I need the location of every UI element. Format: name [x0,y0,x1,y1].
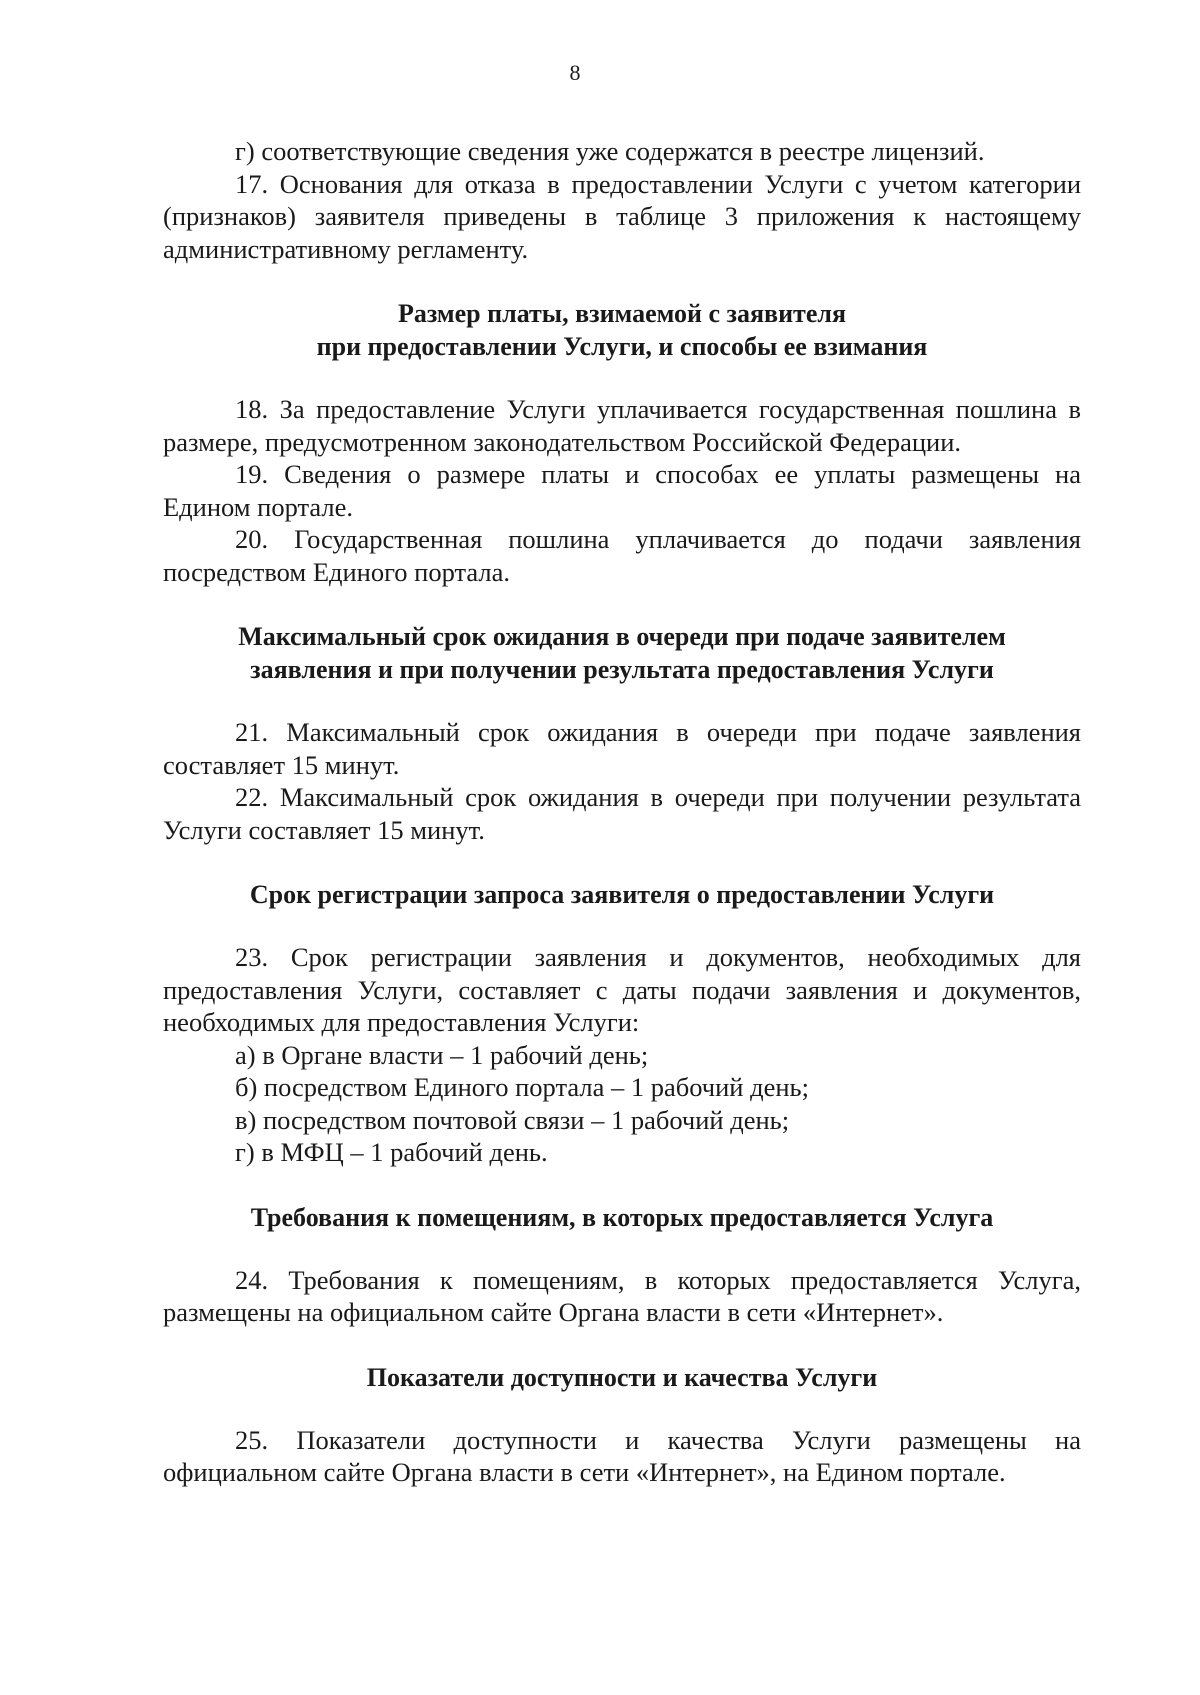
page-number: 8 [569,60,581,85]
paragraph-21: 21. Максимальный срок ожидания в очереди при подаче заявления составляет 15 минут. [163,717,1081,780]
paragraph-23-item-a: а) в Органе власти – 1 рабочий день; [235,1039,649,1070]
section-heading-queue-line2: заявления и при получении результата предоставления Услуги [250,655,994,684]
paragraph-19: 19. Сведения о размере платы и способах ее уплаты размещены на Едином портале. [163,459,1081,522]
paragraph-23-item-b: б) посредством Единого портала – 1 рабочий день; [235,1072,809,1102]
section-heading-fee-line1: Размер платы, взимаемой с заявителя [397,299,847,328]
paragraph-item-g: г) соответствующие сведения уже содержатся в реестре лицензий. [235,136,985,166]
paragraph-23: 23. Срок регистрации заявления и документов, необходимых для предоставления Услуги, составляет с даты подачи заявления и документов, необходимых для предоставления Услуги: [163,942,1081,1037]
section-heading-quality: Показатели доступности и качества Услуги [366,1362,878,1392]
section-heading-fee [163,297,1081,363]
section-heading-fee-line2: при предоставлении Услуги, и способы ее взимания [316,332,928,361]
paragraph-23-item-c: в) посредством почтовой связи – 1 рабочий день; [235,1104,790,1135]
paragraph-20: 20. Государственная пошлина уплачивается до подачи заявления посредством Единого портала. [163,524,1081,587]
section-heading-registration: Срок регистрации запроса заявителя о предоставлении Услуги [249,880,995,909]
document-body [163,135,1081,1489]
section-heading-premises: Требования к помещениям, в которых предоставляется Услуга [250,1202,994,1232]
paragraph-18: 18. За предоставление Услуги уплачивается государственная пошлина в размере, предусмотренном законодательством Российской Федерации. [163,394,1081,457]
paragraph-24: 24. Требования к помещениям, в которых предоставляется Услуга, размещены на официальном сайте Органа власти в сети «Интернет». [163,1264,1081,1327]
paragraph-22: 22. Максимальный срок ожидания в очереди при получении результата Услуги составляет 15 минут. [163,782,1081,845]
paragraph-17: 17. Основания для отказа в предоставлении Услуги с учетом категории (признаков) заявителя приведены в таблице 3 приложения к настоящему административному регламенту. [163,168,1081,264]
section-heading-queue-line1: Максимальный срок ожидания в очереди при подаче заявителем [238,622,1006,651]
section-heading-queue [163,620,1081,686]
paragraph-25: 25. Показатели доступности и качества Услуги размещены на официальном сайте Органа власти в сети «Интернет», на Едином портале. [163,1424,1081,1487]
paragraph-23-item-d: г) в МФЦ – 1 рабочий день. [235,1137,548,1167]
